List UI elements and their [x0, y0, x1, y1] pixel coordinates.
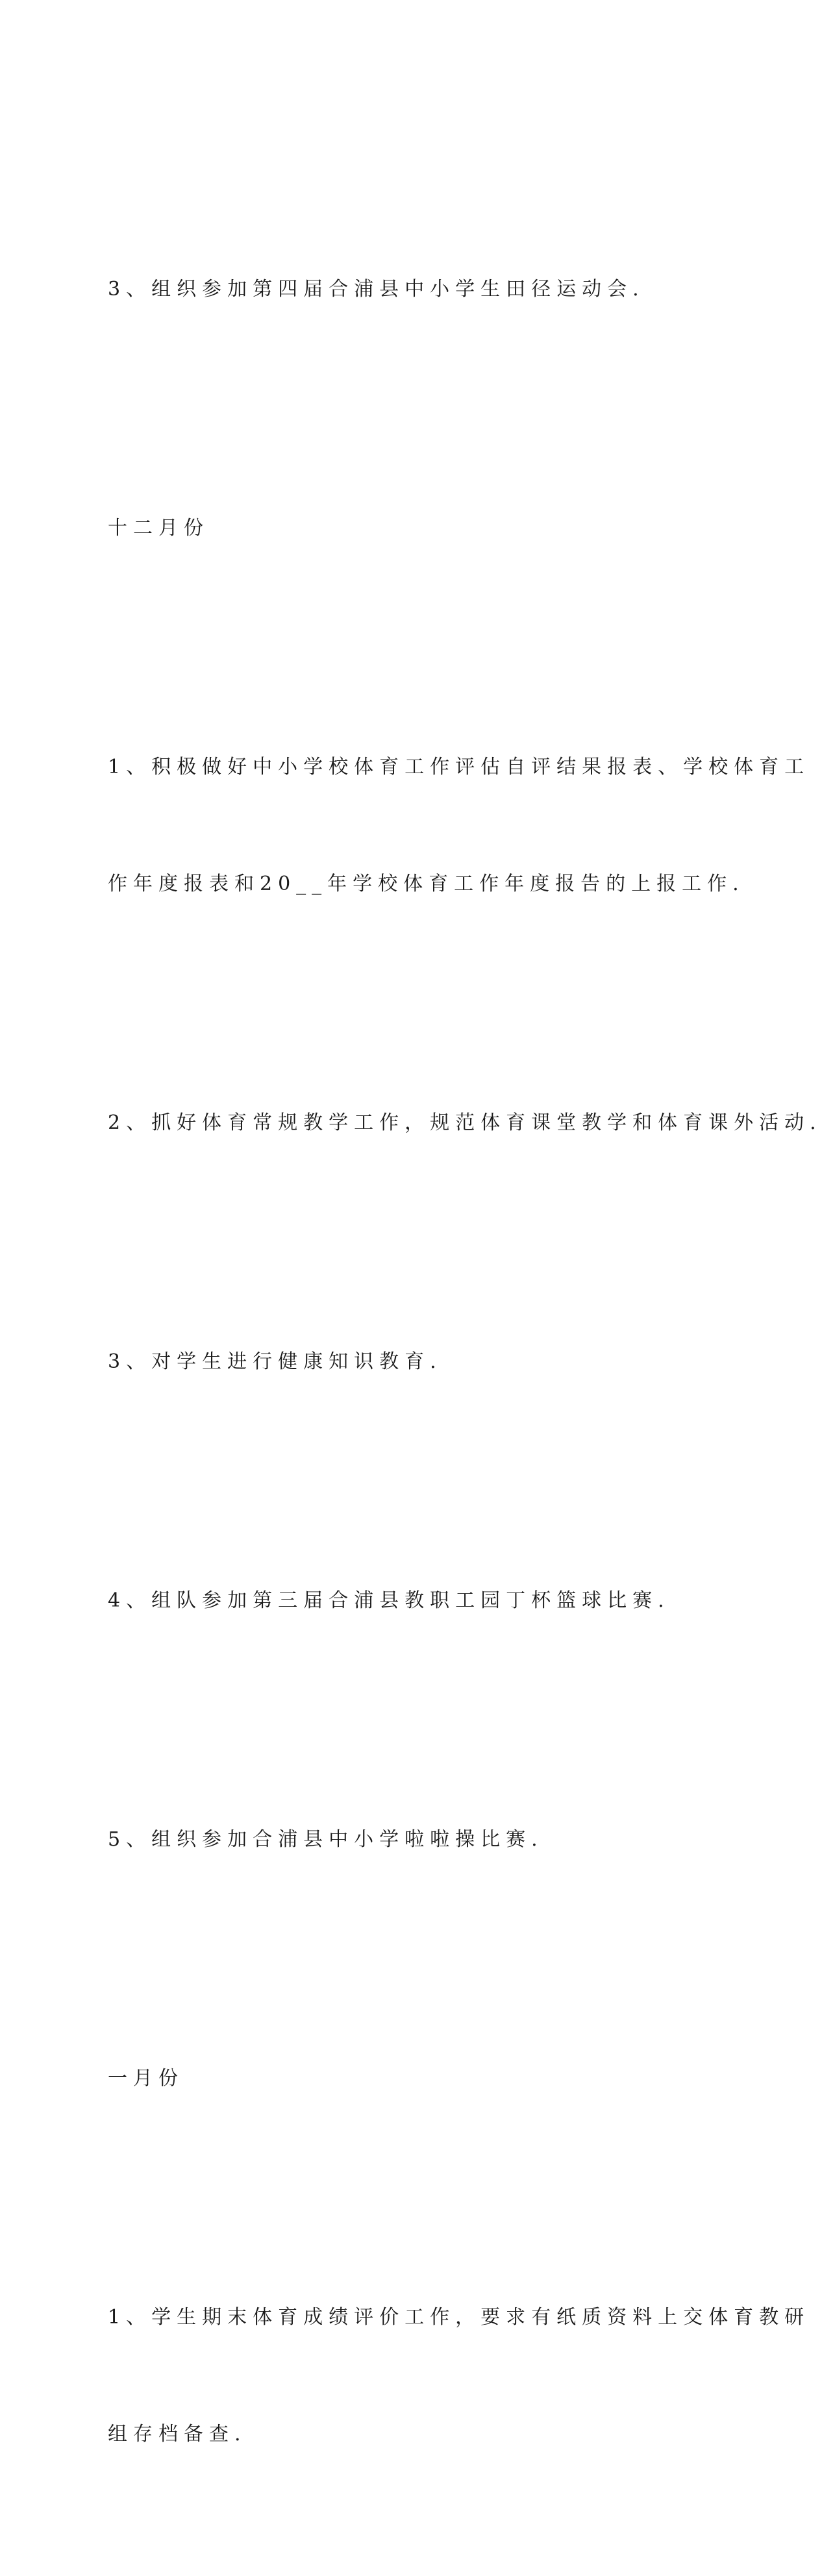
paragraph-line: 5、组织参加合浦县中小学啦啦操比赛.: [108, 1828, 543, 1851]
paragraph-item-5-cheerleading: [108, 1742, 712, 1937]
paragraph-item-4-basketball: [108, 1504, 712, 1698]
paragraph-line: 组存档备查.: [108, 2423, 247, 2446]
paragraph-item-3-athletics-meet: [108, 192, 712, 387]
paragraph-line: 1、积极做好中小学校体育工作评估自评结果报表、学校体育工: [108, 756, 810, 778]
paragraph-line: 作年度报表和20__年学校体育工作年度报告的上报工作.: [108, 873, 745, 895]
paragraph-item-2-teaching: [108, 1026, 822, 1220]
section-heading-january: [108, 1981, 712, 2176]
paragraph-line: 3、对学生进行健康知识教育.: [108, 1350, 442, 1373]
paragraph-item-3-health: [108, 1265, 712, 1459]
section-heading-december: [108, 431, 712, 626]
paragraph-line: 4、组队参加第三届合浦县教职工园丁杯篮球比赛.: [108, 1589, 670, 1612]
paragraph-item-1-evaluation: [108, 2220, 810, 2532]
paragraph-line: 一月份: [108, 2067, 184, 2090]
document-body: [108, 192, 822, 2576]
paragraph-line: 十二月份: [108, 517, 209, 539]
paragraph-item-1-reports: [108, 670, 810, 982]
paragraph-line: 3、组织参加第四届合浦县中小学生田径运动会.: [108, 278, 645, 301]
paragraph-line: 2、抓好体育常规教学工作，规范体育课堂教学和体育课外活动.: [108, 1111, 822, 1134]
paragraph-line: 1、学生期末体育成绩评价工作，要求有纸质资料上交体育教研: [108, 2306, 810, 2329]
